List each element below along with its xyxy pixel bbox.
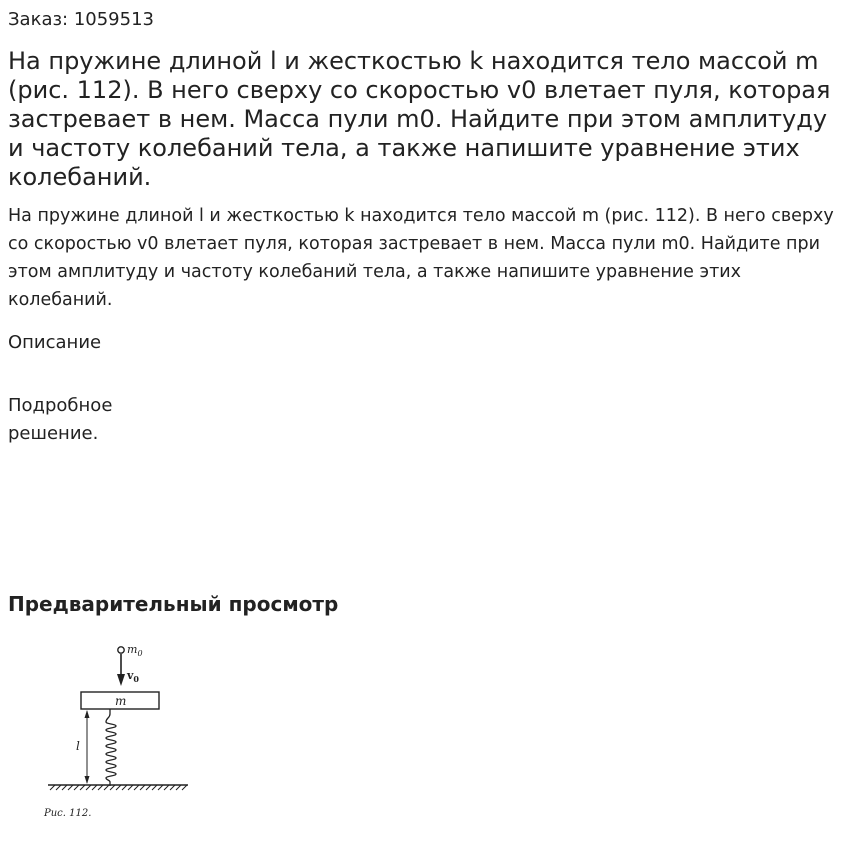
figure-caption: Рис. 112. xyxy=(44,808,92,819)
task-body: На пружине длиной l и жесткостью k находится тело массой m (рис. 112). В него сверху со скоростью v0 влетает пуля, которая застревает в нем. Масса пули m0. Найдите при этом амплитуду и частоту колебаний тела, а также напишите уравнение этих колебаний. xyxy=(8,206,834,310)
preview-heading: Предварительный просмотр xyxy=(8,592,339,616)
description-text: Подробное решение. xyxy=(8,395,113,444)
velocity-label: $v_0$ xyxy=(127,669,139,684)
spring-coil xyxy=(106,709,116,786)
body-label: m xyxy=(115,694,127,708)
order-number: Заказ: 1059513 xyxy=(8,9,154,30)
bullet-shape xyxy=(118,647,124,653)
spring-diagram xyxy=(30,636,210,826)
bullet-label: $m_0$ xyxy=(127,643,143,658)
task-title: На пружине длиной l и жесткостью k находится тело массой m (рис. 112). В него сверху со скоростью v0 влетает пуля, которая застревает в нем. Масса пули m0. Найдите при этом амплитуду и частоту колебаний тела, а также напишите уравнение этих колебаний. xyxy=(8,47,831,191)
preview-figure xyxy=(30,636,210,826)
length-arrow-top xyxy=(85,710,90,718)
description-label: Описание xyxy=(8,332,102,353)
velocity-arrow-head xyxy=(117,674,125,686)
length-label: l xyxy=(76,739,80,753)
length-arrow-bottom xyxy=(85,776,90,784)
